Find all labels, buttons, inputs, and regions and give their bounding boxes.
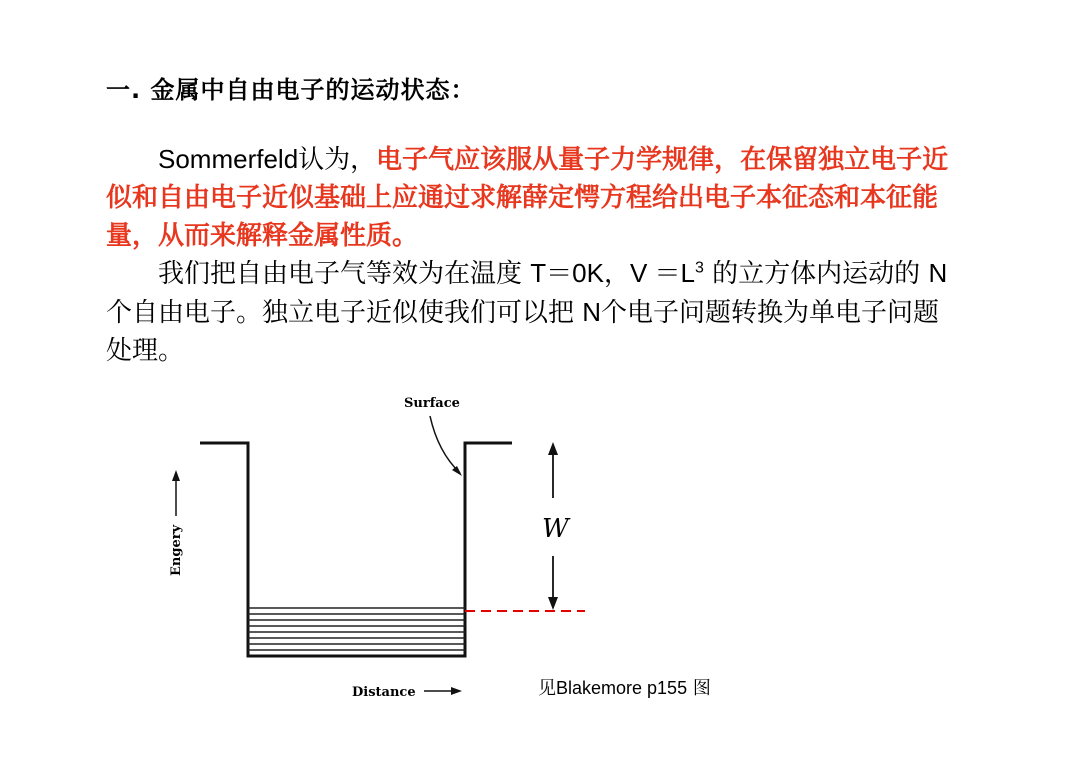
para2-text-1: 我们把自由电子气等效为在温度 bbox=[158, 259, 531, 289]
w-label: W bbox=[542, 514, 569, 544]
x-axis-label: Distance bbox=[352, 685, 416, 700]
surface-label: Surface bbox=[404, 396, 460, 411]
sommerfeld-name: Sommerfeld bbox=[158, 144, 299, 174]
volume-value: V ＝L bbox=[629, 258, 695, 288]
volume-exponent: 3 bbox=[695, 259, 704, 277]
figure-caption bbox=[538, 674, 711, 700]
sommerfeld-text: 认为， bbox=[298, 145, 377, 175]
energy-levels bbox=[248, 608, 465, 650]
n-symbol-1: N bbox=[928, 258, 948, 288]
y-axis-label: Engery bbox=[169, 524, 184, 576]
x-axis-arrowhead bbox=[451, 687, 462, 695]
y-axis-arrowhead bbox=[172, 470, 180, 481]
paragraph-sommerfeld bbox=[106, 140, 956, 255]
para2-text-5: 个电子问题转换为单电子问题处理。 bbox=[106, 298, 940, 366]
para2-text-3: 的立方体内运动的 bbox=[703, 259, 929, 289]
caption-suffix: 图 bbox=[687, 678, 711, 699]
temperature-value: T＝0K bbox=[530, 258, 604, 288]
caption-reference: Blakemore p155 bbox=[556, 678, 688, 698]
potential-well-figure bbox=[120, 380, 610, 710]
caption-prefix: 见 bbox=[538, 678, 556, 699]
emphasis-text: 电子气应该服从量子力学规律，在保留独立电子近似和自由电子近似基础上应通过求解薛定愕方程给出电子本征态和本征能量，从而来解释金属性质。 bbox=[106, 145, 949, 251]
n-symbol-2: N bbox=[582, 297, 602, 327]
surface-pointer bbox=[430, 416, 460, 473]
w-arrow-up-head bbox=[548, 442, 558, 455]
paragraph-free-electron bbox=[106, 254, 956, 370]
surface-arrowhead bbox=[452, 466, 462, 476]
para2-text-4: 个自由电子。独立电子近似使我们可以把 bbox=[106, 298, 583, 328]
w-arrow-down-head bbox=[548, 597, 558, 610]
section-heading: 一. 金属中自由电子的运动状态： bbox=[106, 76, 476, 104]
para2-text-2: ， bbox=[603, 259, 630, 289]
well-outline bbox=[200, 443, 512, 656]
